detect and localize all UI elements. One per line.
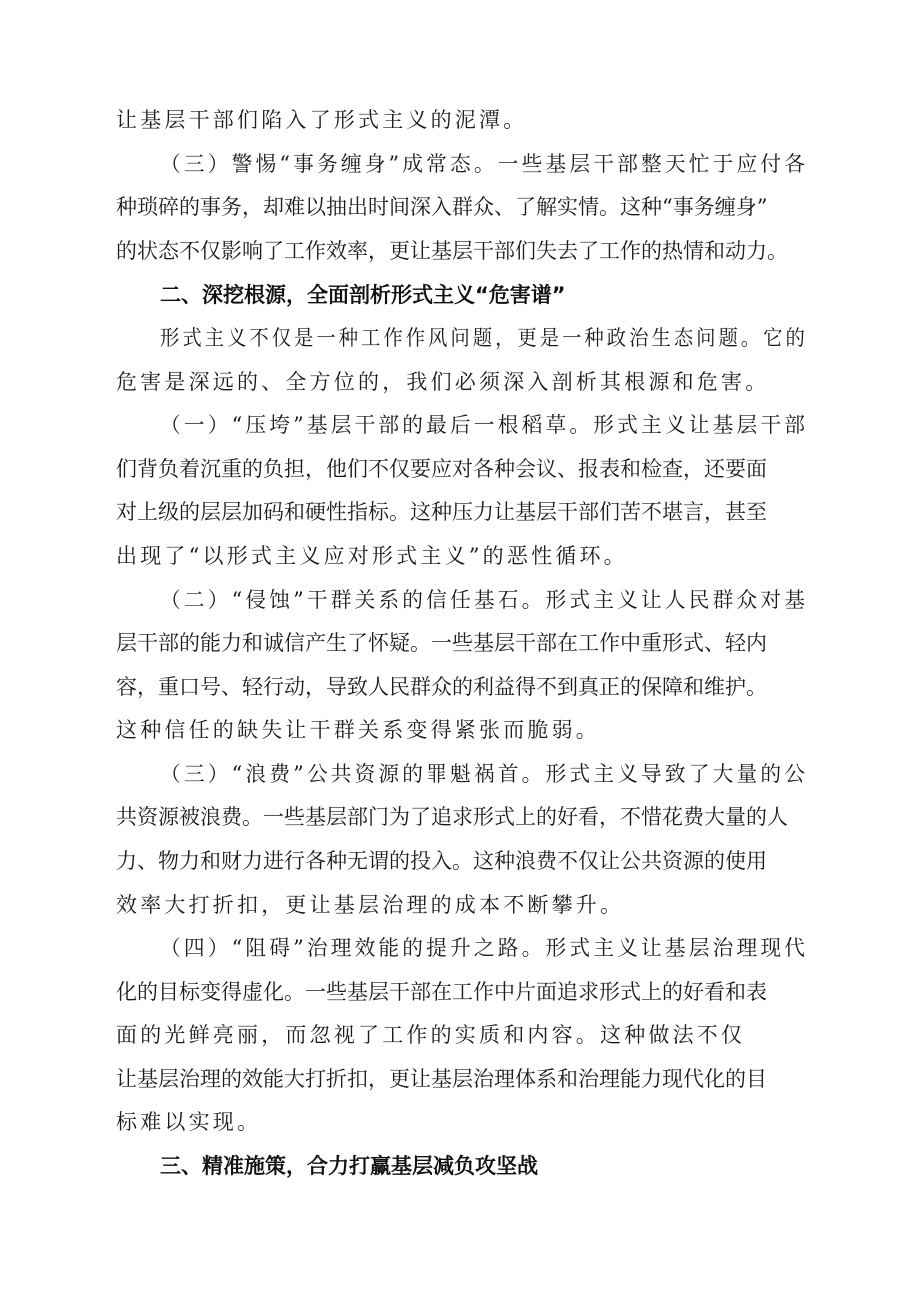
body-text-line: 效率大打折扣，更让基层治理的成本不断攀升。	[116, 893, 625, 917]
body-text-line: 对上级的层层加码和硬性指标。这种压力让基层干部们苦不堪言，甚至	[116, 500, 767, 524]
paragraph-first-line: 形式主义不仅是一种工作作风问题，更是一种政治生态问题。它的	[160, 326, 808, 350]
paragraph-first-line: （二）“侵蚀”干群关系的信任基石。形式主义让人民群众对基	[160, 588, 809, 612]
paragraph-first-line: （四）“阻碍”治理效能的提升之路。形式主义让基层治理现代	[160, 936, 809, 960]
body-text-line: 让基层干部们陷入了形式主义的泥潭。	[116, 108, 528, 132]
body-text-line: 面的光鲜亮丽，而忽视了工作的实质和内容。这种做法不仅	[116, 1023, 746, 1047]
body-text-line: 出现了“以形式主义应对形式主义”的恶性循环。	[116, 544, 628, 568]
body-text-line: 共资源被浪费。一些基层部门为了追求形式上的好看，不惜花费大量的人	[116, 805, 788, 829]
body-text-line: 层干部的能力和诚信产生了怀疑。一些基层干部在工作中重形式、轻内	[116, 631, 767, 655]
body-text-line: 们背负着沉重的负担，他们不仅要应对各种会议、报表和检查，还要面	[116, 457, 767, 481]
body-text-line: 化的目标变得虚化。一些基层干部在工作中片面追求形式上的好看和表	[116, 980, 767, 1004]
paragraph-first-line: （三）“浪费”公共资源的罪魁祸首。形式主义导致了大量的公	[160, 762, 809, 786]
body-text-line: 标难以实现。	[116, 1110, 262, 1134]
body-text-line: 这种信任的缺失让干群关系变得紧张而脆弱。	[116, 718, 600, 742]
body-text-line: 容，重口号、轻行动，导致人民群众的利益得不到真正的保障和维护。	[116, 675, 767, 699]
paragraph-first-line: （三）警惕“事务缠身”成常态。一些基层干部整天忙于应付各	[160, 152, 809, 176]
body-text-line: 让基层治理的效能大打折扣，更让基层治理体系和治理能力现代化的目	[116, 1067, 767, 1091]
section-heading: 三、精准施策，合力打赢基层减负攻坚战	[160, 1154, 538, 1178]
paragraph-first-line: （一）“压垮”基层干部的最后一根稻草。形式主义让基层干部	[160, 413, 809, 437]
body-text-line: 力、物力和财力进行各种无谓的投入。这种浪费不仅让公共资源的使用	[116, 849, 767, 873]
section-heading: 二、深挖根源，全面剖析形式主义“危害谱”	[160, 283, 566, 307]
body-text-line: 危害是深远的、全方位的，我们必须深入剖析其根源和危害。	[116, 370, 770, 394]
body-text-line: 的状态不仅影响了工作效率，更让基层干部们失去了工作的热情和动力。	[116, 239, 788, 263]
body-text-line: 种琐碎的事务，却难以抽出时间深入群众、了解实情。这种“事务缠身”	[116, 195, 768, 219]
